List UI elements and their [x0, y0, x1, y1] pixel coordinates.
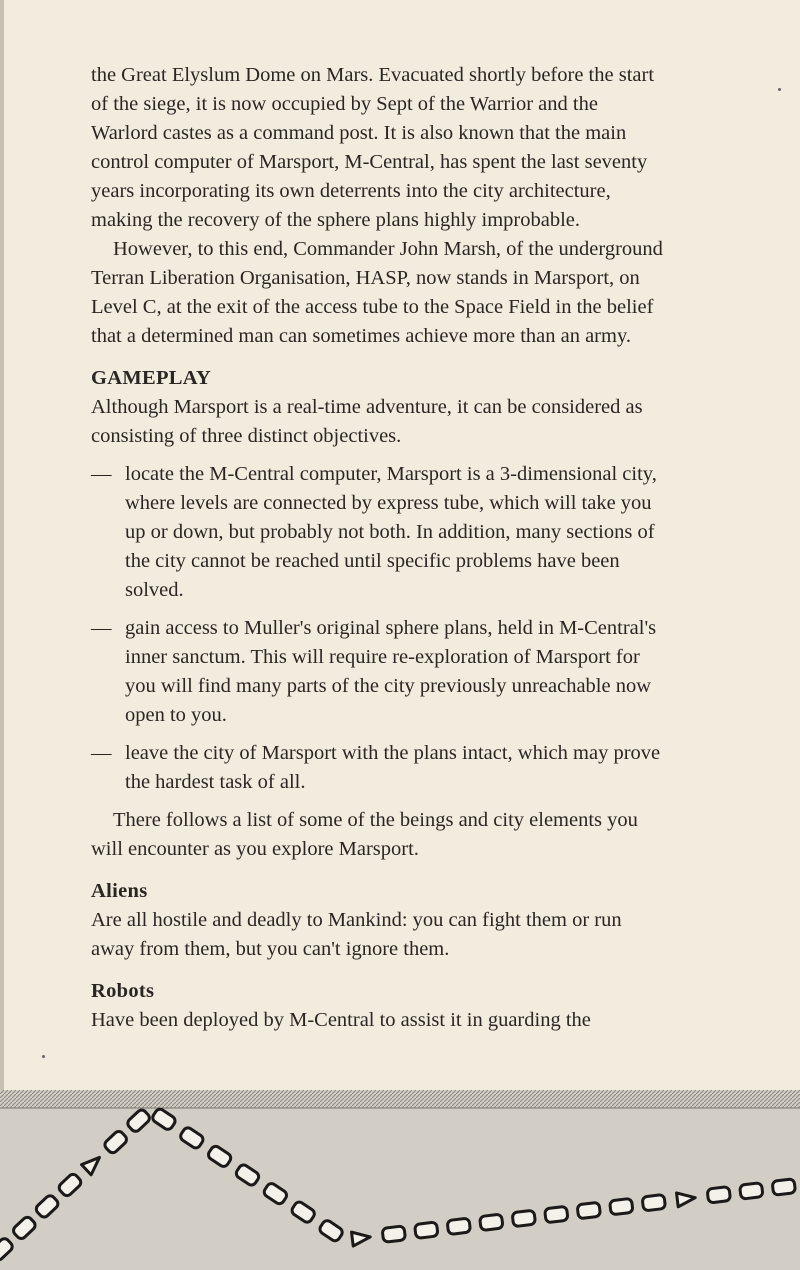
chain-links [0, 1107, 796, 1262]
chain-link [610, 1198, 634, 1215]
chain-link [577, 1202, 601, 1219]
page-edge [0, 0, 4, 1090]
chain-link [480, 1214, 504, 1231]
chain-arrow [677, 1191, 697, 1207]
robots-text: Have been deployed by M-Central to assist it in guarding the [91, 1009, 591, 1031]
chain-link [415, 1222, 439, 1239]
hatched-border [0, 1090, 800, 1108]
dash-bullet: — [91, 617, 112, 639]
aliens-text: Are all hostile and deadly to Mankind: you can fight them or run away from them, but you can't ignore them. [91, 909, 622, 960]
chain-link [179, 1126, 205, 1150]
chain-link [103, 1129, 129, 1154]
objective-item [91, 614, 666, 730]
heading-robots: Robots [91, 980, 155, 1002]
heading-aliens: Aliens [91, 880, 148, 902]
objective-item [91, 739, 666, 797]
objective-text: locate the M-Central computer, Marsport is a 3-dimensional city, where levels are connected by express tube, which will take you up or down, but probably not both. In addition, many sections of the city cannot be reached until specific problems have been solved. [125, 463, 657, 601]
chain-link [707, 1187, 731, 1204]
paper-speck [778, 88, 781, 91]
objective-item [91, 460, 666, 605]
paragraph-followup: There follows a list of some of the beings and city elements you will encounter as you explore Marsport. [91, 809, 638, 860]
dash-bullet: — [91, 742, 112, 764]
chain-link [382, 1226, 406, 1243]
paragraph-however: However, to this end, Commander John Marsh, of the underground Terran Liberation Organisation, HASP, now stands in Marsport, on Level C, at the exit of the access tube to the Space Field in the belief that a determined man can sometimes achieve more than an army. [91, 238, 663, 347]
chain-link [151, 1107, 177, 1131]
heading-gameplay: GAMEPLAY [91, 367, 212, 389]
decorative-band [0, 1090, 800, 1270]
chain-link [11, 1215, 37, 1240]
chain-link [642, 1194, 666, 1211]
gameplay-intro: Although Marsport is a real-time adventure, it can be considered as consisting of three distinct objectives. [91, 396, 643, 447]
paper-speck [42, 1055, 45, 1058]
chain-link [34, 1194, 60, 1219]
chain-link [290, 1200, 316, 1224]
paragraph-intro: the Great Elyslum Dome on Mars. Evacuated shortly before the start of the siege, it is now occupied by Sept of the Warrior and the Warlord castes as a command post. It is also known that the main control computer of Marsport, M-Central, has spent the last seventy years incorporating its own deterrents into the city architecture, making the recovery of the sphere plans highly improbable. [91, 64, 655, 231]
chain-link [126, 1108, 152, 1133]
chain-link [262, 1182, 288, 1206]
objective-text: leave the city of Marsport with the plans intact, which may prove the hardest task of all. [125, 742, 661, 793]
chain-link [772, 1179, 796, 1196]
chain-link [512, 1210, 536, 1227]
chain-link [545, 1206, 569, 1223]
objective-text: gain access to Muller's original sphere plans, held in M-Central's inner sanctum. This will require re-exploration of Marsport for you will find many parts of the city previously unreachable now open to you. [125, 617, 657, 726]
chain-link [447, 1218, 471, 1235]
chain-link [0, 1237, 14, 1262]
chain-link [207, 1144, 233, 1168]
chain-pattern [0, 1090, 800, 1270]
chain-link [740, 1183, 764, 1200]
dash-bullet: — [91, 463, 112, 485]
chain-link [234, 1163, 260, 1187]
chain-link [318, 1219, 344, 1243]
body-text [91, 61, 666, 1035]
chain-arrow [82, 1152, 105, 1175]
chain-arrow [352, 1230, 372, 1246]
chain-link [57, 1172, 83, 1197]
